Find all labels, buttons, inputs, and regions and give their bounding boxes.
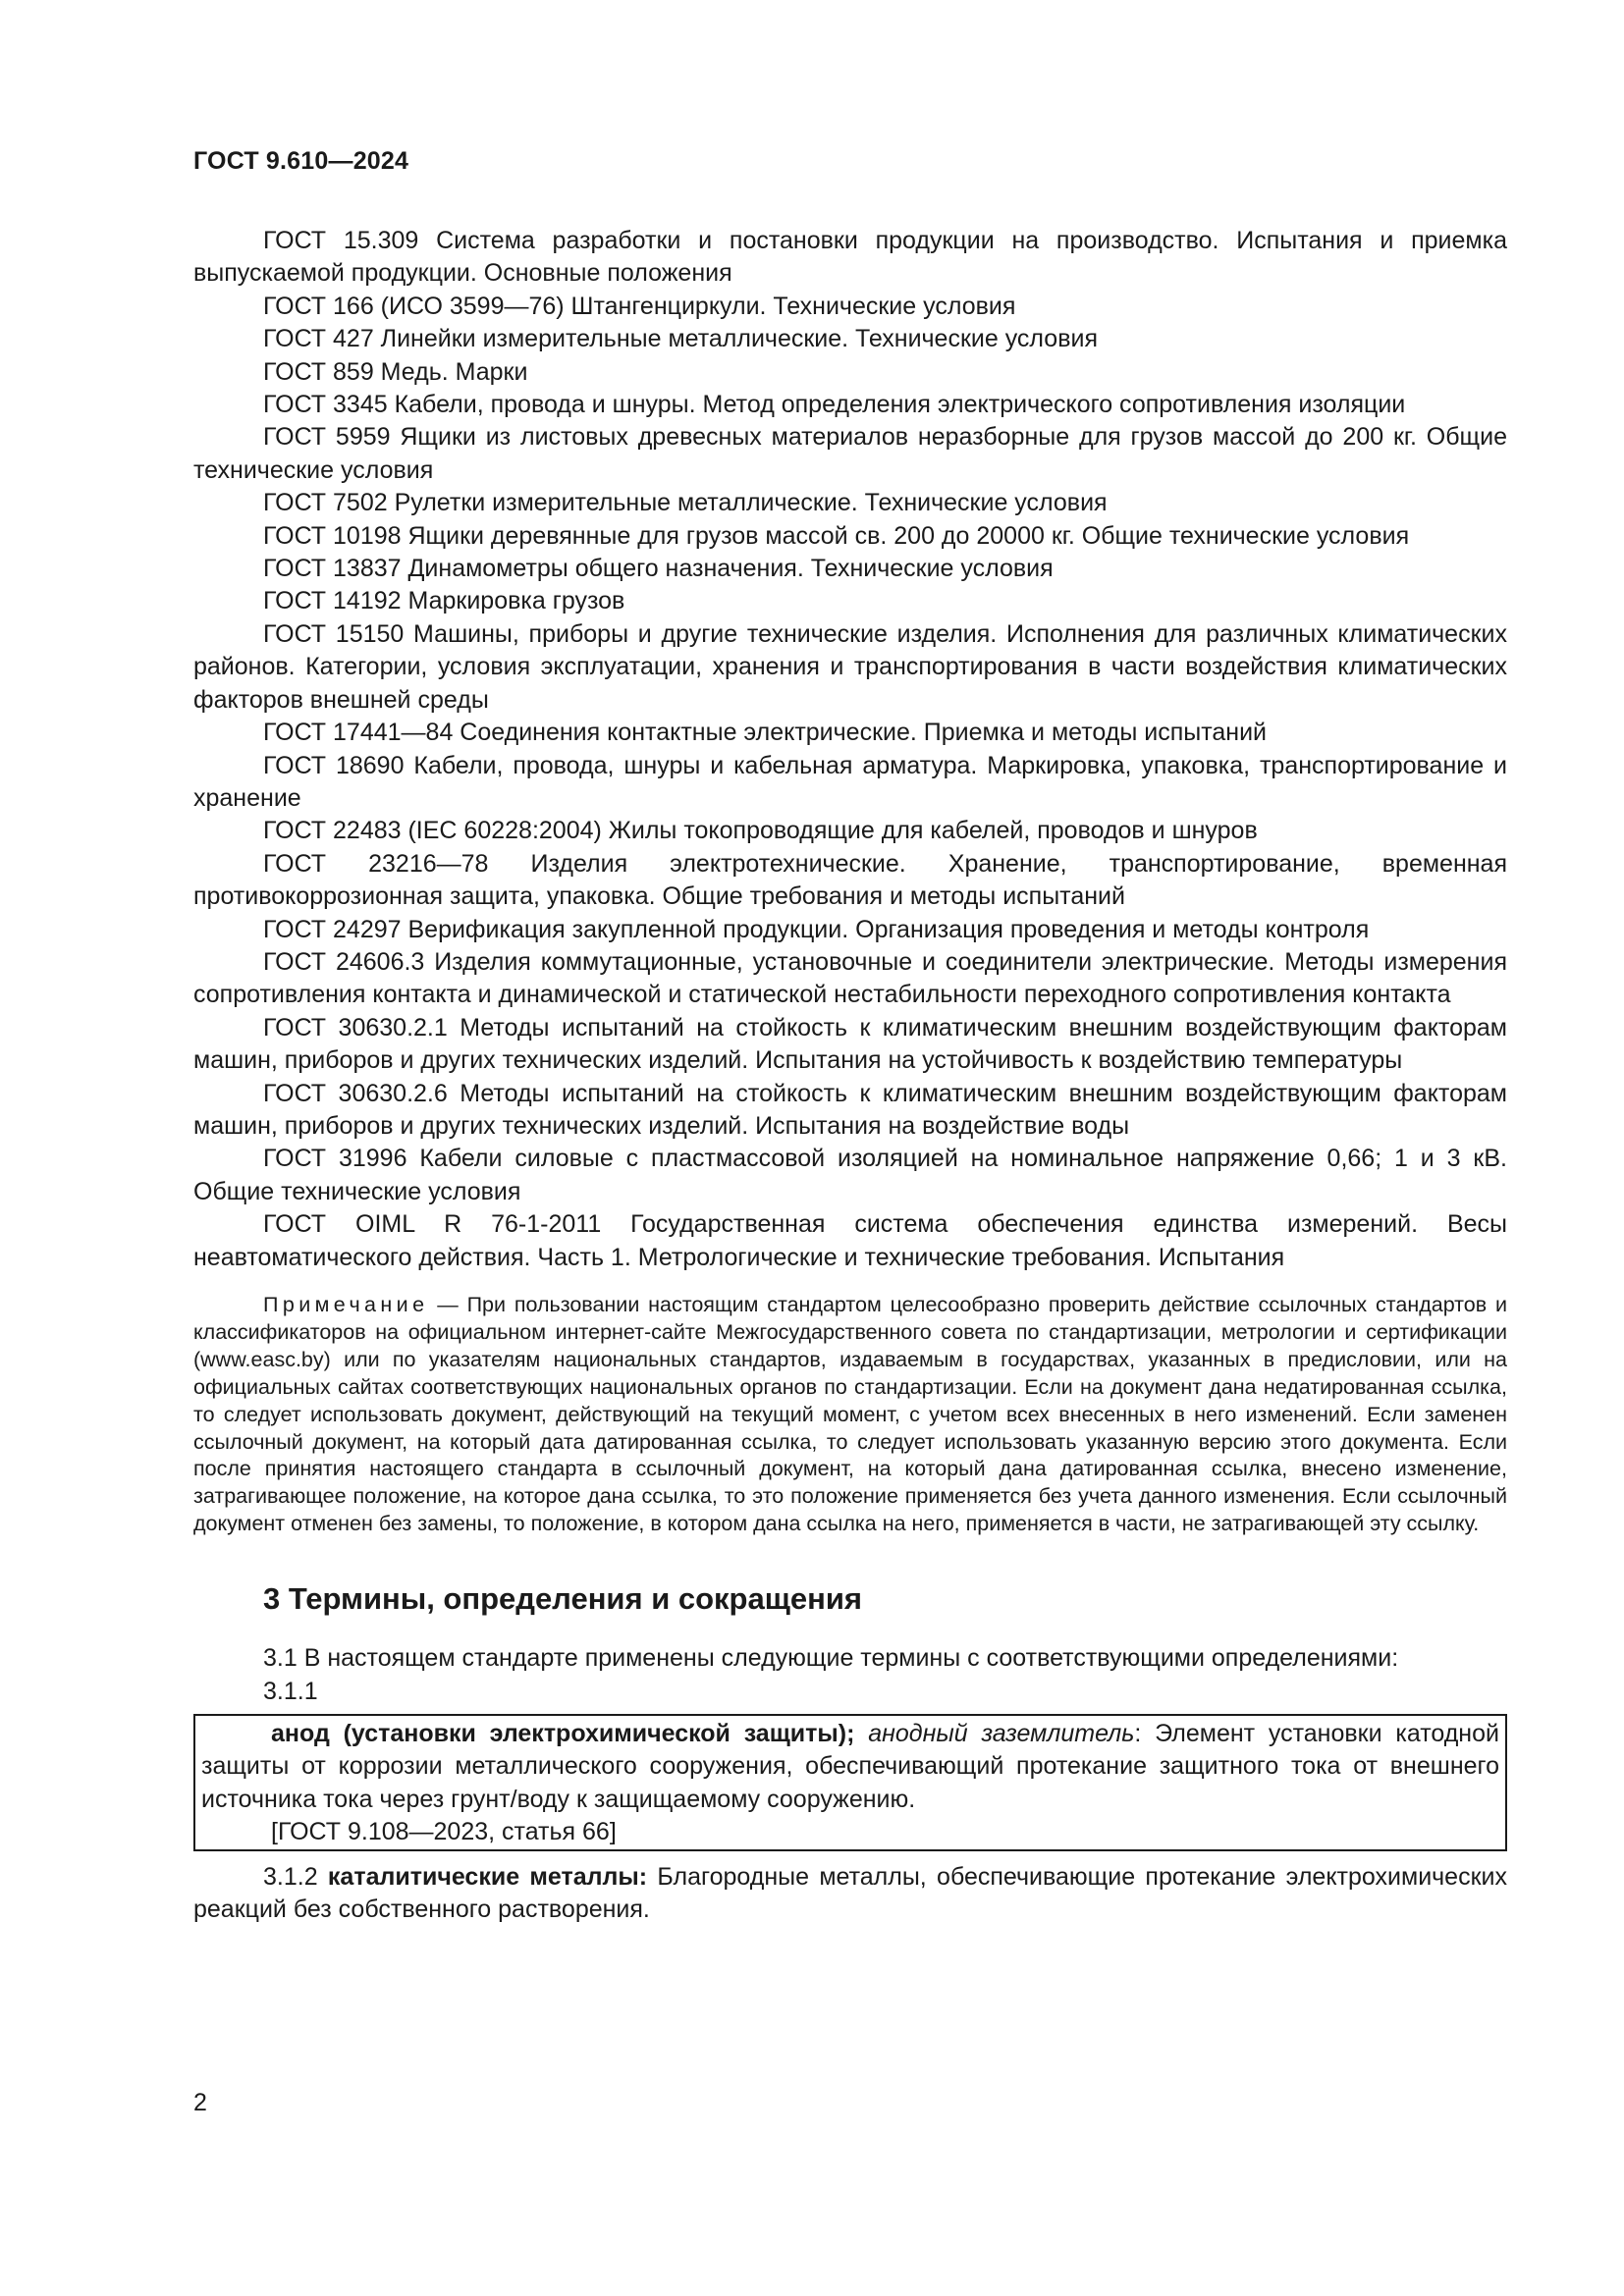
reference-item: ГОСТ 427 Линейки измерительные металлические. Технические условия	[263, 325, 1098, 353]
term-source: [ГОСТ 9.108—2023, статья 66]	[271, 1818, 617, 1846]
reference-item: ГОСТ 5959 Ящики из листовых древесных материалов неразборные для грузов массой до 200 кг. Общие технические условия	[193, 423, 1507, 484]
reference-item: ГОСТ 859 Медь. Марки	[263, 357, 528, 386]
term-definition: : Элемент установки катодной защиты от коррозии металлического сооружения, обеспечивающий протекание защитного тока от внешнего источника тока через грунт/воду к защищаемому сооружению.	[201, 1719, 1499, 1813]
note-paragraph	[193, 1292, 1507, 1538]
reference-item: ГОСТ 23216—78 Изделия электротехнические. Хранение, транспортирование, временная противокоррозионная защита, упаковка. Общие требования и методы испытаний	[193, 849, 1507, 911]
term-number-3-1-2: 3.1.2	[263, 1862, 328, 1891]
term-entry-3-1-2	[193, 1861, 1507, 1927]
references-list	[193, 225, 1507, 1274]
page-number: 2	[193, 2089, 207, 2116]
reference-item: ГОСТ 18690 Кабели, провода, шнуры и кабельная арматура. Маркировка, упаковка, транспортирование и хранение	[193, 751, 1507, 812]
reference-item: ГОСТ OIML R 76-1-2011 Государственная система обеспечения единства измерений. Весы неавтоматического действия. Часть 1. Метрологические и технические требования. Испытания	[193, 1210, 1507, 1271]
document-body	[193, 225, 1507, 1926]
term-entry-3-1-1	[201, 1718, 1499, 1816]
section-3-body	[193, 1642, 1507, 1926]
term-definition: Благородные металлы, обеспечивающие протекание электрохимических реакций без собственного растворения.	[193, 1862, 1507, 1923]
reference-item: ГОСТ 166 (ИСО 3599—76) Штангенциркули. Технические условия	[263, 292, 1016, 320]
page-header-doc-id: ГОСТ 9.610—2024	[193, 147, 409, 175]
section-3-intro: 3.1 В настоящем стандарте применены следующие термины с соответствующими определениями:	[263, 1644, 1399, 1673]
term-number-3-1-1: 3.1.1	[263, 1677, 318, 1705]
term-anode: анод (установки электрохимической защиты);	[271, 1719, 855, 1747]
note-label: Примечание	[263, 1293, 429, 1316]
section-3-title: 3 Термины, определения и сокращения	[263, 1581, 862, 1617]
reference-item: ГОСТ 7502 Рулетки измерительные металлические. Технические условия	[263, 489, 1108, 517]
reference-item: ГОСТ 10198 Ящики деревянные для грузов массой св. 200 до 20000 кг. Общие технические условия	[263, 521, 1410, 550]
reference-item: ГОСТ 30630.2.1 Методы испытаний на стойкость к климатическим внешним воздействующим факторам машин, приборов и других технических изделий. Испытания на устойчивость к воздействию температуры	[193, 1013, 1507, 1075]
reference-item: ГОСТ 3345 Кабели, провода и шнуры. Метод определения электрического сопротивления изоляции	[263, 391, 1406, 419]
reference-item: ГОСТ 13837 Динамометры общего назначения. Технические условия	[263, 555, 1054, 583]
note-text: — При пользовании настоящим стандартом целесообразно проверить действие ссылочных стандартов и классификаторов на официальном интернет-сайте Межгосударственного совета по стандартизации, метрологии и сертификации (www.easc.by) или по указателям национальных стандартов, издаваемым в государствах, указанных в предисловии, или на официальных сайтах соответствующих национальных органов по стандартизации. Если на документ дана недатированная ссылка, то следует использовать документ, действующий на текущий момент, с учетом всех внесенных в него изменений. Если заменен ссылочный документ, на который дата датированная ссылка, то следует использовать указанную версию этого документа. Если после принятия настоящего стандарта в ссылочный документ, на который дана датированная ссылка, внесено изменение, затрагивающее положение, на которое дана ссылка, то это положение применяется без учета данного изменения. Если ссылочный документ отменен без замены, то положение, в котором дана ссылка на него, применяется в части, не затрагивающей эту ссылку.	[193, 1293, 1507, 1536]
reference-item: ГОСТ 22483 (IEC 60228:2004) Жилы токопроводящие для кабелей, проводов и шнуров	[263, 817, 1258, 845]
reference-item: ГОСТ 30630.2.6 Методы испытаний на стойкость к климатическим внешним воздействующим факторам машин, приборов и других технических изделий. Испытания на воздействие воды	[193, 1079, 1507, 1140]
reference-item: ГОСТ 17441—84 Соединения контактные электрические. Приемка и методы испытаний	[263, 719, 1268, 747]
reference-item: ГОСТ 15.309 Система разработки и постановки продукции на производство. Испытания и приемка выпускаемой продукции. Основные положения	[193, 227, 1507, 288]
reference-item: ГОСТ 15150 Машины, приборы и другие технические изделия. Исполнения для различных климатических районов. Категории, условия эксплуатации, хранения и транспортирования в части воздействия климатических факторов внешней среды	[193, 619, 1507, 714]
reference-item: ГОСТ 24606.3 Изделия коммутационные, установочные и соединители электрические. Методы измерения сопротивления контакта и динамической и статической нестабильности переходного сопротивления контакта	[193, 947, 1507, 1009]
reference-item: ГОСТ 31996 Кабели силовые с пластмассовой изоляцией на номинальное напряжение 0,66; 1 и 3 кВ. Общие технические условия	[193, 1145, 1507, 1205]
term-catalytic-metals: каталитические металлы:	[327, 1862, 648, 1891]
term-box-3-1-1	[193, 1714, 1507, 1851]
reference-item: ГОСТ 14192 Маркировка грузов	[263, 587, 625, 615]
term-synonym: анодный заземлитель	[868, 1719, 1135, 1747]
reference-item: ГОСТ 24297 Верификация закупленной продукции. Организация проведения и методы контроля	[263, 915, 1370, 943]
